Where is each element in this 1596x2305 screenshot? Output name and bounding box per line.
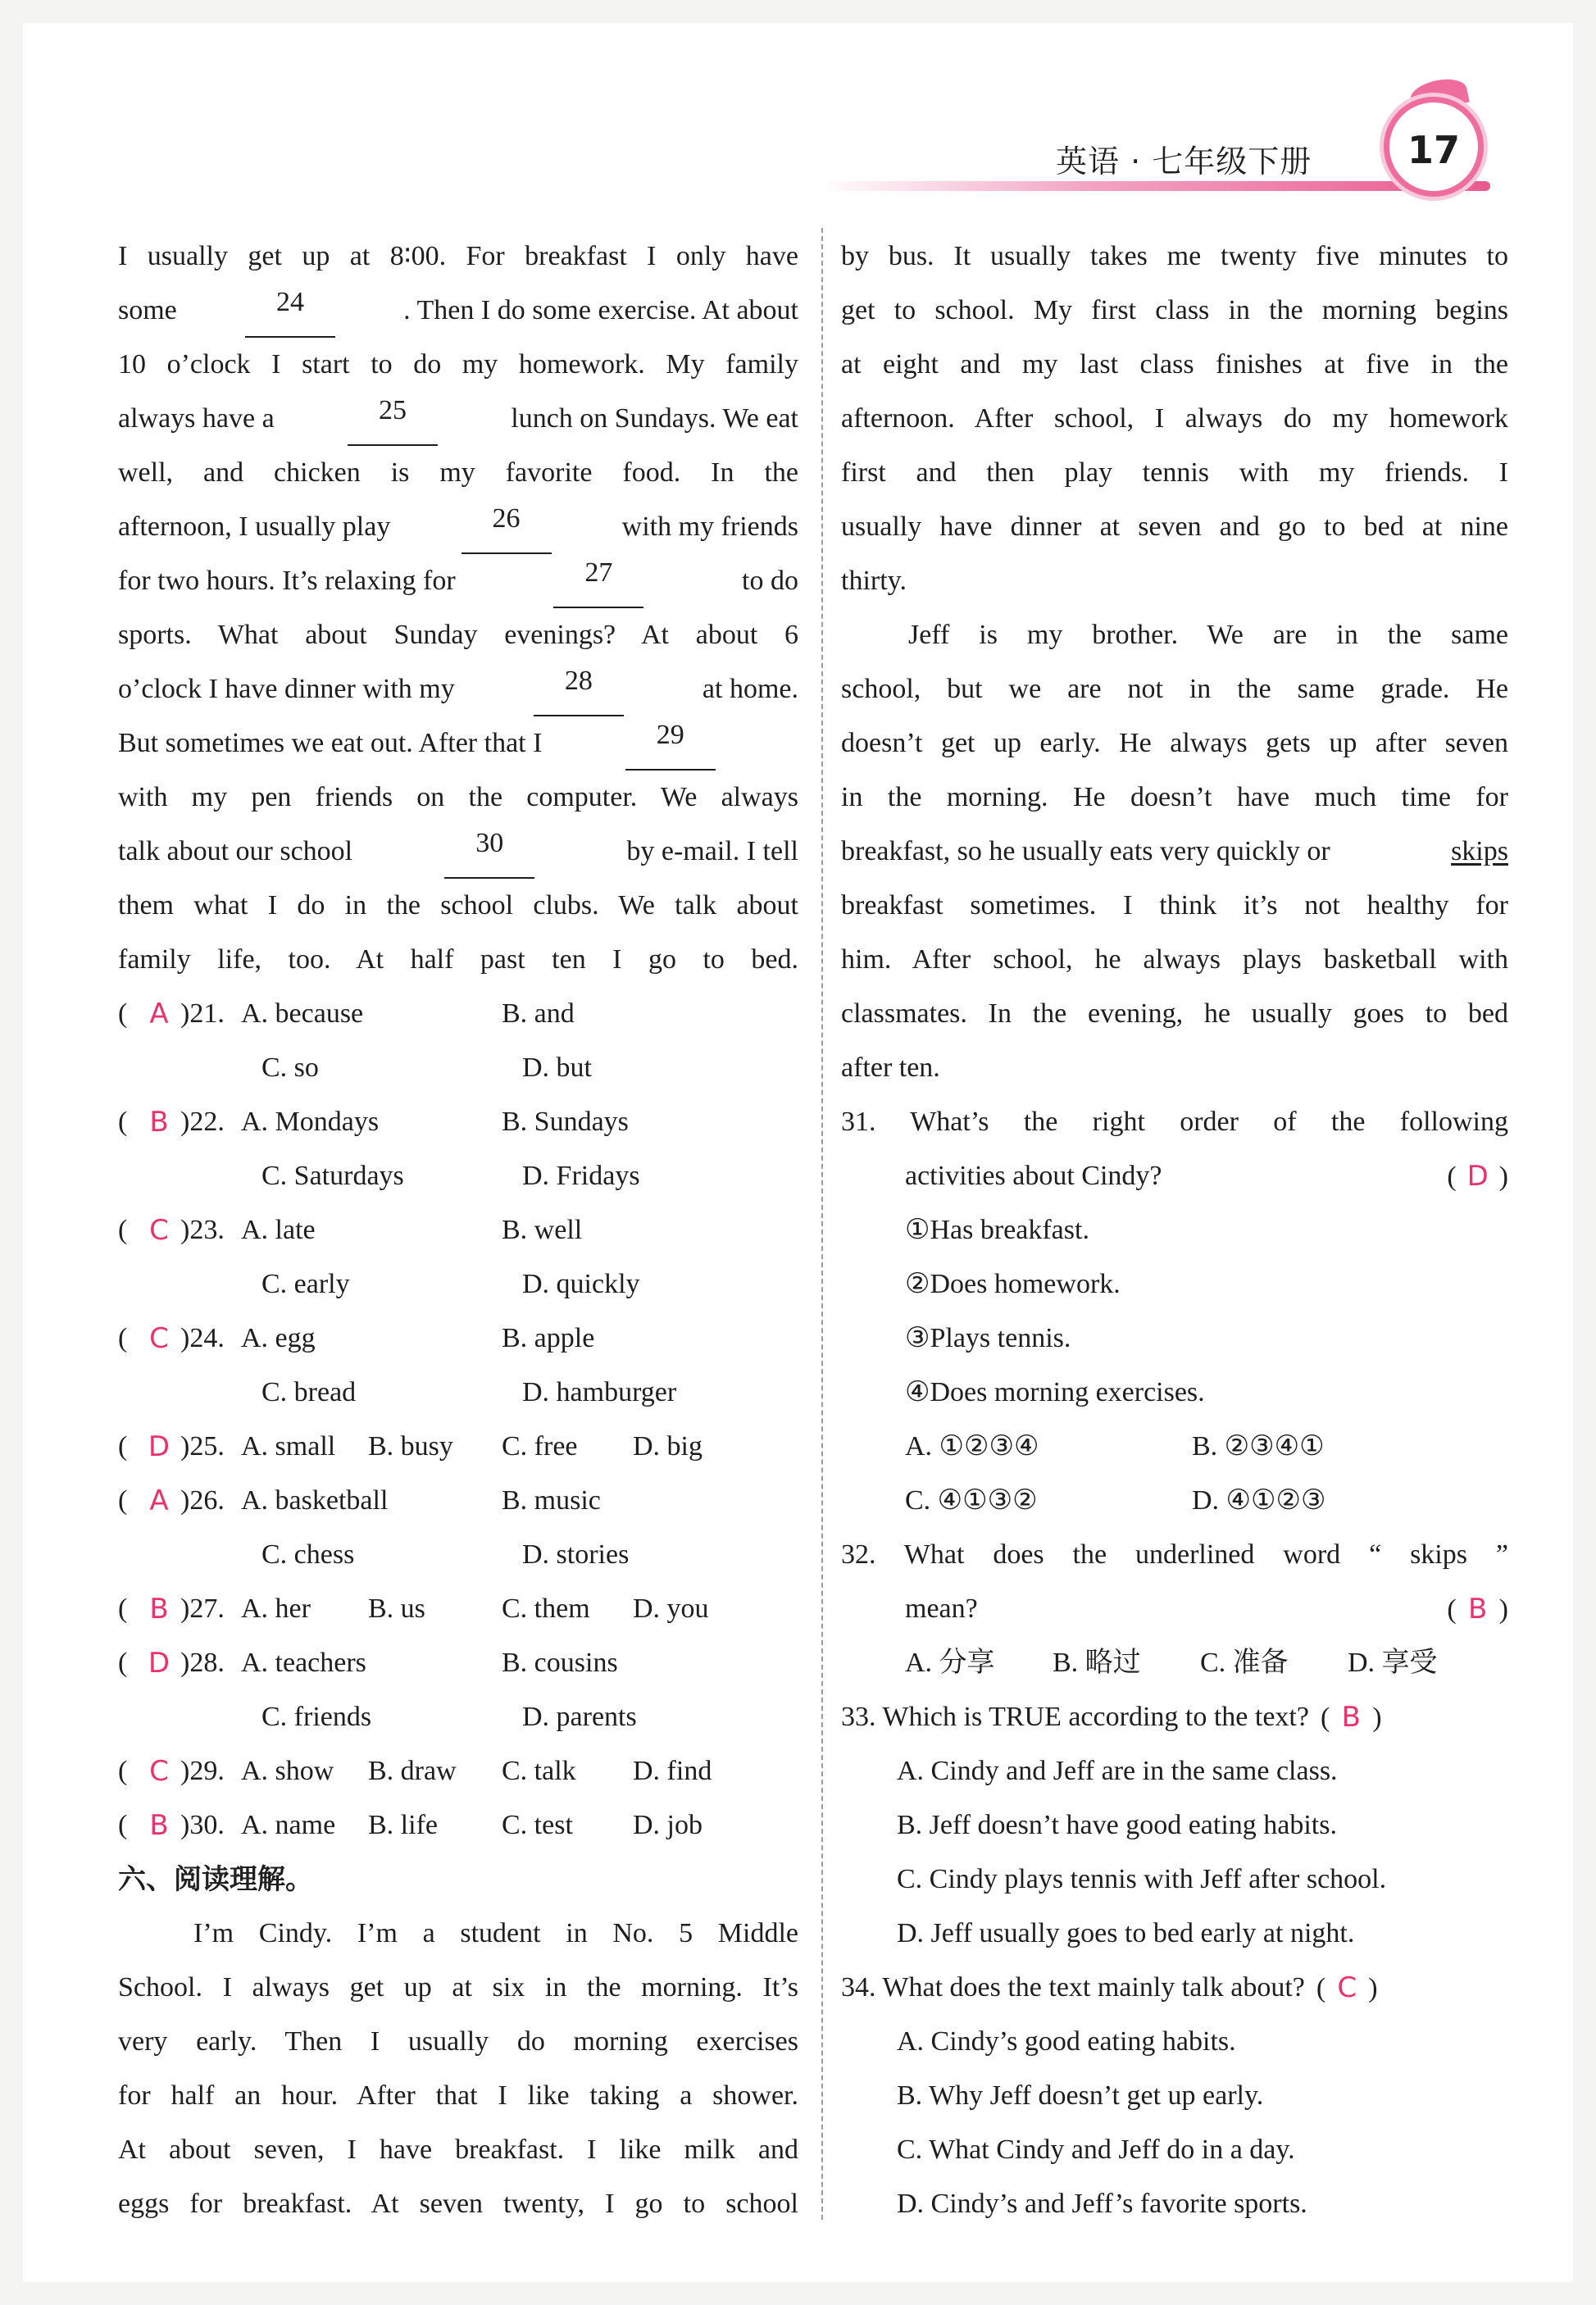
reading-questions	[820, 1095, 1508, 2231]
reading-passage-left	[118, 1907, 798, 2231]
passage-text: at home.	[702, 674, 798, 704]
q33-option: B. Jeff doesn’t have good eating habits.	[897, 1810, 1337, 1840]
option-c: C. so	[261, 1052, 319, 1083]
option-c: C. early	[261, 1269, 350, 1299]
passage-line	[118, 554, 798, 608]
option-b: B. busy	[368, 1431, 453, 1462]
option: C. 准备	[1200, 1648, 1289, 1678]
question-number: )23.	[180, 1215, 225, 1245]
option-a: A. her	[241, 1593, 311, 1624]
answer-24: C	[149, 1322, 169, 1355]
reading-line: breakfast sometimes. I think it’s not healthy for	[841, 890, 1508, 921]
question-stem: 34. What does the text mainly talk about?	[841, 1972, 1305, 2003]
passage-line	[118, 500, 798, 554]
reading-line: usually have dinner at seven and go to bed at nine	[841, 511, 1508, 542]
passage-line: I usually get up at 8∶00. For breakfast I only have	[118, 241, 798, 271]
q34	[820, 1961, 1508, 2015]
option: B. 略过	[1053, 1648, 1141, 1678]
question-number: )27.	[180, 1593, 225, 1624]
question-24-row2	[118, 1366, 798, 1420]
book-title: 英语 · 七年级下册	[1056, 143, 1312, 180]
reading-line: for half an hour. After that I like taking a shower.	[118, 2080, 798, 2111]
q34-option: D. Cindy’s and Jeff’s favorite sports.	[897, 2189, 1307, 2219]
header-band	[818, 181, 1490, 191]
answer-30: B	[149, 1809, 169, 1842]
option-d: D. big	[633, 1431, 703, 1462]
option-a: A. basketball	[241, 1485, 389, 1516]
reading-line: first and then play tennis with my friends. I	[841, 457, 1508, 488]
option: A. ①②③④	[905, 1431, 1039, 1462]
answer-26: A	[149, 1484, 169, 1517]
option-d: D. but	[522, 1052, 592, 1083]
q31-item: ①Has breakfast.	[905, 1215, 1089, 1245]
option-c: C. bread	[261, 1377, 357, 1407]
option: B. ②③④①	[1192, 1431, 1325, 1462]
reading-line: by bus. It usually takes me twenty five minutes to	[841, 241, 1508, 271]
answer-21: A	[149, 998, 169, 1030]
workbook-page	[23, 23, 1573, 2282]
passage-line	[118, 284, 798, 338]
paren: (	[1447, 1594, 1457, 1625]
blank-30: 30	[444, 825, 534, 879]
paren: (	[118, 1648, 128, 1678]
answer-25: D	[148, 1430, 171, 1463]
passage-text: But sometimes we eat out. After that I	[118, 728, 543, 758]
q31-answer: D	[1466, 1160, 1489, 1193]
q34-option: C. What Cindy and Jeff do in a day.	[897, 2135, 1295, 2165]
option: D. 享受	[1348, 1648, 1438, 1678]
option-a: A. late	[241, 1215, 316, 1245]
q32-answer: B	[1468, 1593, 1488, 1625]
option: D. ④①②③	[1192, 1485, 1326, 1516]
option-b: B. music	[502, 1485, 601, 1516]
reading-line: I’m Cindy. I’m a student in No. 5 Middle	[193, 1918, 798, 1948]
cloze-passage	[118, 230, 798, 987]
question-30	[118, 1798, 798, 1853]
q31-answer-box	[1447, 1149, 1508, 1203]
reading-line: Jeff is my brother. We are in the same	[908, 620, 1508, 650]
option-c: C. test	[502, 1810, 573, 1840]
option-b: B. and	[502, 998, 575, 1029]
reading-passage-right	[820, 230, 1508, 1095]
passage-text: to do	[742, 566, 798, 596]
reading-line: at eight and my last class finishes at five in the	[841, 349, 1508, 380]
q33-option: D. Jeff usually goes to bed early at night.	[897, 1918, 1355, 1948]
option-d: D. stories	[522, 1539, 630, 1570]
q32	[820, 1582, 1508, 1636]
question-stem: activities about Cindy?	[905, 1161, 1162, 1191]
option-d: D. you	[633, 1593, 709, 1624]
question-28	[118, 1636, 798, 1690]
question-number: )25.	[180, 1431, 225, 1462]
question-22	[118, 1095, 798, 1149]
question-number: )30.	[180, 1810, 225, 1840]
reading-line: At about seven, I have breakfast. I like milk and	[118, 2135, 798, 2165]
passage-line	[118, 662, 798, 716]
underlined-word-skips: skips	[1451, 836, 1508, 866]
passage-line: with my pen friends on the computer. We always	[118, 782, 798, 812]
right-column	[820, 230, 1508, 2231]
q34-option: A. Cindy’s good eating habits.	[897, 2026, 1236, 2057]
question-stem: mean?	[905, 1593, 978, 1624]
question-number: )26.	[180, 1485, 225, 1516]
question-27	[118, 1582, 798, 1636]
question-28-row2	[118, 1690, 798, 1744]
paren: )	[1368, 1973, 1378, 2003]
question-22-row2	[118, 1149, 798, 1203]
option-b: B. Sundays	[502, 1107, 629, 1137]
reading-line: eggs for breakfast. At seven twenty, I go to school	[118, 2189, 798, 2219]
blank-28: 28	[534, 662, 624, 716]
option-d: D. quickly	[522, 1269, 640, 1299]
q34-answer-box	[1316, 1961, 1378, 2015]
paren: (	[118, 998, 128, 1029]
q33-option: A. Cindy and Jeff are in the same class.	[897, 1756, 1338, 1786]
q31	[820, 1149, 1508, 1203]
question-26	[118, 1474, 798, 1528]
cloze-options	[118, 987, 798, 1853]
passage-text: lunch on Sundays. We eat	[511, 403, 798, 434]
paren: (	[118, 1431, 128, 1462]
passage-text: afternoon, I usually play	[118, 511, 391, 542]
question-number: )22.	[180, 1107, 225, 1137]
option: A. 分享	[905, 1648, 995, 1678]
reading-line: thirty.	[841, 566, 907, 596]
question-number: )28.	[180, 1648, 225, 1678]
reading-line: School. I always get up at six in the morning. It’s	[118, 1972, 798, 2003]
passage-line	[118, 392, 798, 446]
paren: (	[1447, 1162, 1457, 1192]
paren: (	[118, 1107, 128, 1137]
reading-line: classmates. In the evening, he usually goes to bed	[841, 998, 1508, 1029]
option-a: A. small	[241, 1431, 336, 1462]
passage-text: by e-mail. I tell	[626, 836, 798, 866]
paren: (	[118, 1810, 128, 1840]
paren: (	[1320, 1703, 1330, 1733]
question-number: )29.	[180, 1756, 225, 1786]
paren: (	[118, 1593, 128, 1624]
answer-27: B	[149, 1593, 169, 1625]
q31-options	[820, 1474, 1508, 1528]
question-23-row2	[118, 1257, 798, 1312]
passage-line: well, and chicken is my favorite food. In the	[118, 457, 798, 488]
passage-text: for two hours. It’s relaxing for	[118, 566, 456, 596]
passage-text: talk about our school	[118, 836, 353, 866]
option-c: C. friends	[261, 1702, 372, 1732]
question-23	[118, 1203, 798, 1257]
q34-option: B. Why Jeff doesn’t get up early.	[897, 2080, 1264, 2111]
q33-answer-box	[1321, 1690, 1382, 1744]
q31-item: ③Plays tennis.	[905, 1323, 1071, 1353]
paren: )	[1498, 1594, 1508, 1625]
paren: (	[118, 1215, 128, 1245]
option-c: C. them	[502, 1593, 590, 1624]
option-c: C. free	[502, 1431, 578, 1462]
passage-line: them what I do in the school clubs. We talk about	[118, 890, 798, 921]
q33-answer: B	[1341, 1701, 1361, 1734]
left-column	[118, 230, 798, 2231]
question-21	[118, 987, 798, 1041]
paren: (	[118, 1485, 128, 1516]
option-d: D. hamburger	[522, 1377, 677, 1407]
option-c: C. Saturdays	[261, 1161, 404, 1191]
option-b: B. draw	[368, 1756, 457, 1786]
paren: (	[118, 1323, 128, 1353]
option-b: B. apple	[502, 1323, 595, 1353]
passage-text: with my friends	[621, 511, 798, 542]
reading-line: after ten.	[841, 1052, 940, 1083]
option-d: D. find	[633, 1756, 712, 1786]
blank-25: 25	[348, 392, 438, 446]
option-c: C. talk	[502, 1756, 576, 1786]
option-c: C. chess	[261, 1539, 355, 1570]
reading-line: afternoon. After school, I always do my homework	[841, 403, 1508, 434]
passage-line: family life, too. At half past ten I go to bed.	[118, 944, 798, 975]
blank-27: 27	[553, 554, 643, 608]
option-d: D. job	[633, 1810, 703, 1840]
q32-stem: 32. What does the underlined word “ skips ”	[841, 1539, 1508, 1570]
q33-option: C. Cindy plays tennis with Jeff after school.	[897, 1864, 1387, 1894]
reading-line: very early. Then I usually do morning exercises	[118, 2026, 798, 2057]
option-a: A. because	[241, 998, 364, 1029]
option-a: A. teachers	[241, 1648, 366, 1678]
answer-22: B	[149, 1106, 169, 1139]
reading-line: doesn’t get up early. He always gets up after seven	[841, 728, 1508, 758]
question-26-row2	[118, 1528, 798, 1582]
q33	[820, 1690, 1508, 1744]
q31-item: ②Does homework.	[905, 1269, 1121, 1299]
option-b: B. cousins	[502, 1648, 618, 1678]
q31-options	[820, 1420, 1508, 1474]
paren: )	[1498, 1162, 1508, 1192]
q34-answer: C	[1337, 1971, 1357, 2004]
passage-text: . Then I do some exercise. At about	[403, 295, 798, 325]
blank-24: 24	[245, 284, 335, 338]
passage-line	[118, 716, 798, 771]
reading-line: get to school. My first class in the morning begins	[841, 295, 1508, 325]
reading-line: in the morning. He doesn’t have much time for	[841, 782, 1508, 812]
option-a: A. show	[241, 1756, 334, 1786]
question-24	[118, 1312, 798, 1366]
option: C. ④①③②	[905, 1485, 1038, 1516]
option-a: A. egg	[241, 1323, 316, 1353]
reading-line	[820, 825, 1508, 879]
passage-text: always have a	[118, 403, 275, 434]
question-number: )21.	[180, 998, 225, 1029]
blank-29: 29	[625, 716, 716, 771]
q32-options	[820, 1636, 1508, 1690]
question-stem: 33. Which is TRUE according to the text?	[841, 1702, 1309, 1732]
passage-line: sports. What about Sunday evenings? At about 6	[118, 620, 798, 650]
answer-23: C	[149, 1214, 169, 1247]
passage-line: 10 o’clock I start to do my homework. My family	[118, 349, 798, 380]
section-title: 六、阅读理解。	[118, 1863, 313, 1896]
question-25	[118, 1420, 798, 1474]
option-b: B. life	[368, 1810, 438, 1840]
option-d: D. parents	[522, 1702, 637, 1732]
paren: (	[1316, 1973, 1326, 2003]
reading-line: school, but we are not in the same grade. He	[841, 674, 1508, 704]
option-a: A. Mondays	[241, 1107, 380, 1137]
page-number: 17	[1407, 128, 1460, 172]
passage-text: some	[118, 295, 177, 325]
blank-26: 26	[462, 500, 552, 554]
answer-29: C	[149, 1755, 169, 1788]
answer-28: D	[148, 1647, 171, 1680]
question-21-row2	[118, 1041, 798, 1095]
option-d: D. Fridays	[522, 1161, 640, 1191]
question-29	[118, 1744, 798, 1798]
question-number: )24.	[180, 1323, 225, 1353]
q31-stem: 31. What’s the right order of the following	[841, 1107, 1508, 1137]
passage-line	[118, 825, 798, 879]
paren: (	[118, 1756, 128, 1786]
reading-line: him. After school, he always plays basketball with	[841, 944, 1508, 975]
q32-answer-box	[1447, 1582, 1508, 1636]
passage-text: o’clock I have dinner with my	[118, 674, 455, 704]
option-a: A. name	[241, 1810, 336, 1840]
reading-text: breakfast, so he usually eats very quickly or	[841, 836, 1330, 866]
option-b: B. well	[502, 1215, 583, 1245]
q31-item: ④Does morning exercises.	[905, 1377, 1205, 1407]
option-b: B. us	[368, 1593, 425, 1624]
paren: )	[1372, 1703, 1382, 1733]
